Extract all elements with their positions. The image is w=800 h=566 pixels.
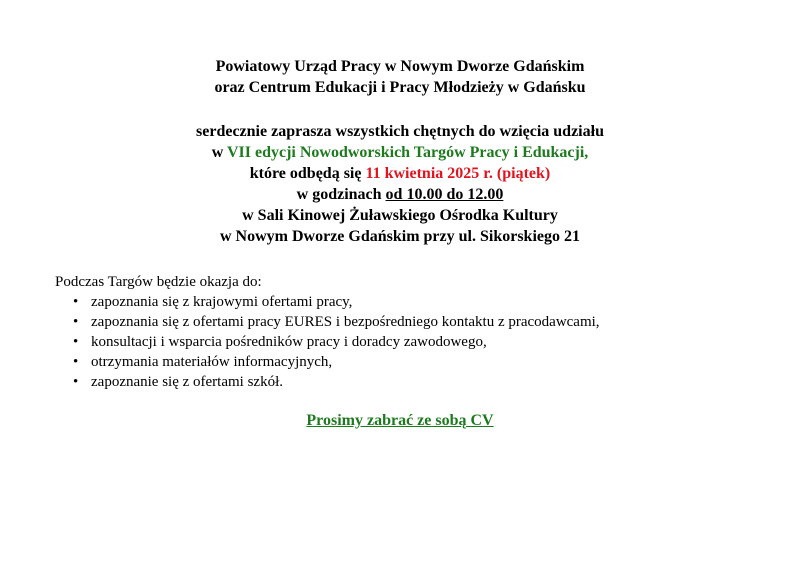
bullet-icon: • <box>73 334 79 350</box>
invitation-line-5: w Sali Kinowej Żuławskiego Ośrodka Kultury <box>242 207 558 224</box>
invitation-block <box>0 121 800 247</box>
opportunities-list <box>73 292 600 392</box>
list-item <box>73 292 600 312</box>
invitation-line-1: serdecznie zaprasza wszystkich chętnych do wzięcia udziału <box>196 123 604 140</box>
organizer-line-2: oraz Centrum Edukacji i Pracy Młodzieży w Gdańsku <box>214 79 586 96</box>
invitation-line-2 <box>0 142 800 163</box>
bullet-icon: • <box>73 314 79 330</box>
date-prefix: które odbędą się <box>249 165 366 182</box>
event-hours: od 10.00 do 12.00 <box>385 186 504 203</box>
list-item-text: zapoznanie się z ofertami szkół. <box>91 374 283 390</box>
invitation-line-3 <box>0 163 800 184</box>
list-item-text: zapoznania się z ofertami pracy EURES i bezpośredniego kontaktu z pracodawcami, <box>91 314 600 330</box>
details-intro: Podczas Targów będzie okazja do: <box>55 274 262 290</box>
organizer-header <box>0 56 800 98</box>
invitation-line-6: w Nowym Dworze Gdańskim przy ul. Sikorskiego 21 <box>219 228 580 245</box>
event-prefix: w <box>211 144 227 161</box>
list-item-text: otrzymania materiałów informacyjnych, <box>91 354 333 370</box>
list-item <box>73 352 600 372</box>
list-item <box>73 312 600 332</box>
list-item-text: konsultacji i wsparcia pośredników pracy i doradcy zawodowego, <box>91 334 487 350</box>
organizer-line-1: Powiatowy Urząd Pracy w Nowym Dworze Gdańskim <box>215 58 585 75</box>
list-item <box>73 332 600 352</box>
hours-prefix: w godzinach <box>296 186 386 203</box>
list-item-text: zapoznania się z krajowymi ofertami pracy, <box>91 294 353 310</box>
list-item <box>73 372 600 392</box>
bullet-icon: • <box>73 374 79 390</box>
invitation-line-4 <box>0 184 800 205</box>
event-name: VII edycji Nowodworskich Targów Pracy i Edukacji, <box>226 144 589 161</box>
cv-request-note: Prosimy zabrać ze sobą CV <box>306 412 494 429</box>
bullet-icon: • <box>73 354 79 370</box>
bullet-icon: • <box>73 294 79 310</box>
event-date: 11 kwietnia 2025 r. (piątek) <box>365 165 551 182</box>
